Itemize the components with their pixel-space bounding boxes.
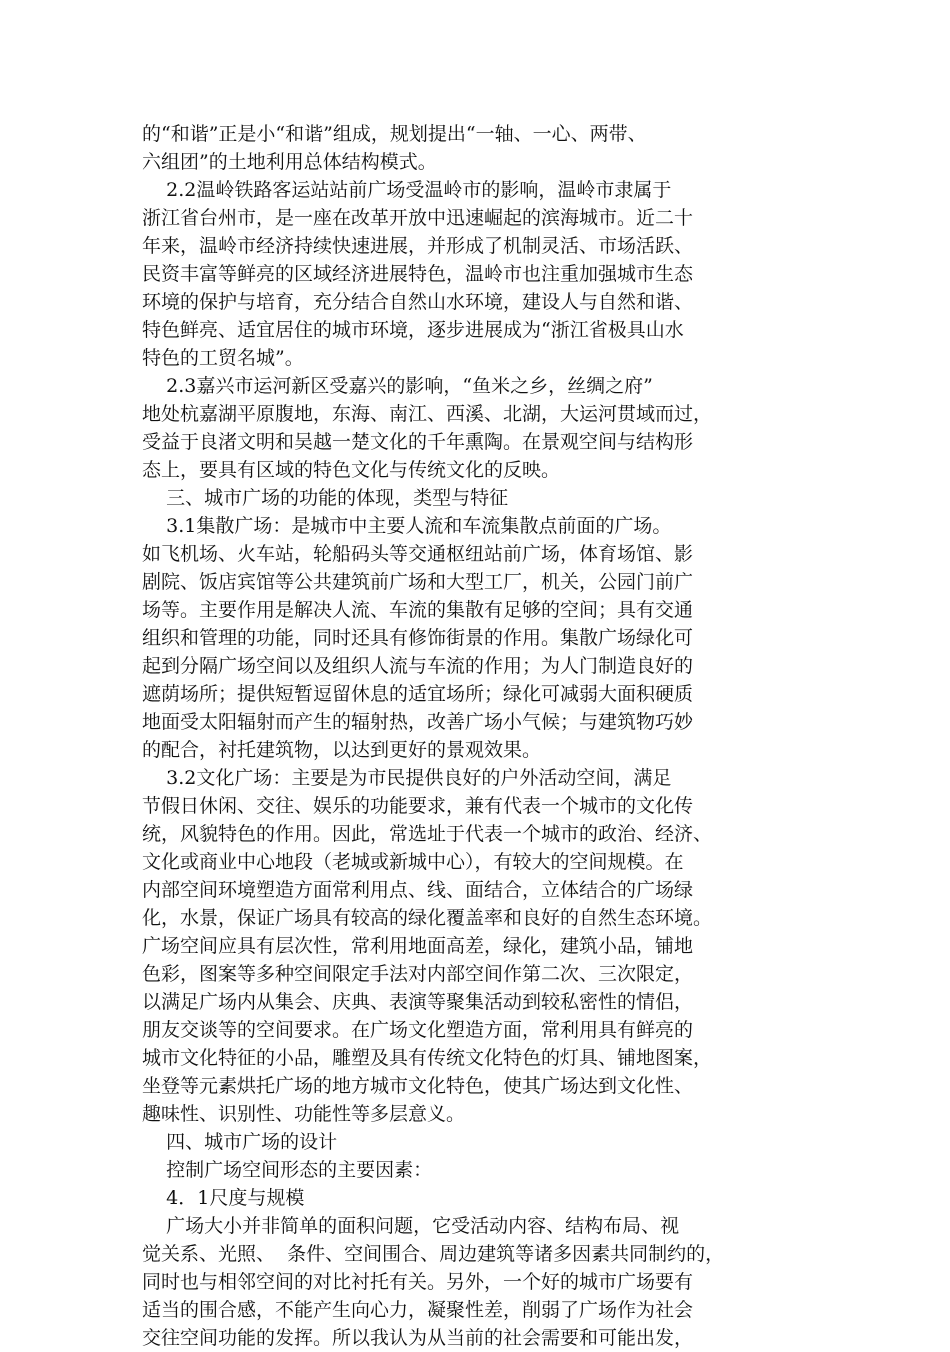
text-line: 同时也与相邻空间的对比衬托有关。另外，一个好的城市广场要有 bbox=[142, 1271, 694, 1293]
text-line: 剧院、饭店宾馆等公共建筑前广场和大型工厂，机关，公园门前广 bbox=[142, 571, 694, 593]
text-line: 广场大小并非简单的面积问题，它受活动内容、结构布局、视 bbox=[142, 1215, 680, 1237]
text-line: 2.2温岭铁路客运站站前广场受温岭市的影响，温岭市隶属于 bbox=[142, 179, 672, 201]
subsection-heading: 4．1尺度与规模 bbox=[142, 1187, 305, 1209]
section-heading: 三、城市广场的功能的体现，类型与特征 bbox=[142, 487, 509, 509]
section-heading: 四、城市广场的设计 bbox=[142, 1131, 338, 1153]
text-line: 朋友交谈等的空间要求。在广场文化塑造方面，常利用具有鲜亮的 bbox=[142, 1019, 694, 1041]
text-line: 控制广场空间形态的主要因素： bbox=[142, 1159, 433, 1181]
text-line: 色彩，图案等多种空间限定手法对内部空间作第二次、三次限定， bbox=[142, 963, 694, 985]
text-line: 特色鲜亮、适宜居住的城市环境，逐步进展成为“浙江省极具山水 bbox=[142, 319, 684, 341]
text-line: 场等。主要作用是解决人流、车流的集散有足够的空间；具有交通 bbox=[142, 599, 694, 621]
text-line: 地面受太阳辐射而产生的辐射热，改善广场小气候；与建筑物巧妙 bbox=[142, 711, 694, 733]
text-line: 城市文化特征的小品，雕塑及具有传统文化特色的灯具、铺地图案， bbox=[142, 1047, 713, 1069]
text-line: 3.2文化广场：主要是为市民提供良好的户外活动空间，满足 bbox=[142, 767, 672, 789]
text-line: 节假日休闲、交往、娱乐的功能要求，兼有代表一个城市的文化传 bbox=[142, 795, 694, 817]
text-line: 广场空间应具有层次性，常利用地面高差，绿化，建筑小品，铺地 bbox=[142, 935, 694, 957]
text-line: 3.1集散广场：是城市中主要人流和车流集散点前面的广场。 bbox=[142, 515, 672, 537]
text-line: 以满足广场内从集会、庆典、表演等聚集活动到较私密性的情侣， bbox=[142, 991, 694, 1013]
text-line: 环境的保护与培育，充分结合自然山水环境，建设人与自然和谐、 bbox=[142, 291, 694, 313]
text-line: 坐登等元素烘托广场的地方城市文化特色，使其广场达到文化性、 bbox=[142, 1075, 694, 1097]
text-line: 化，水景，保证广场具有较高的绿化覆盖率和良好的自然生态环境。 bbox=[142, 907, 713, 929]
text-line: 六组团”的土地利用总体结构模式。 bbox=[142, 151, 437, 173]
document-body bbox=[142, 120, 814, 1352]
text-line: 组织和管理的功能，同时还具有修饰街景的作用。集散广场绿化可 bbox=[142, 627, 694, 649]
text-line: 地处杭嘉湖平原腹地，东海、南江、西溪、北湖，大运河贯域而过， bbox=[142, 403, 713, 425]
text-line: 适当的围合感，不能产生向心力，凝聚性差，削弱了广场作为社会 bbox=[142, 1299, 694, 1321]
text-line: 民资丰富等鲜亮的区域经济进展特色，温岭市也注重加强城市生态 bbox=[142, 263, 694, 285]
text-line: 特色的工贸名城”。 bbox=[142, 347, 304, 369]
text-line: 文化或商业中心地段（老城或新城中心），有较大的空间规模。在 bbox=[142, 851, 684, 873]
text-line: 年来，温岭市经济持续快速进展，并形成了机制灵活、市场活跃、 bbox=[142, 235, 694, 257]
text-line: 觉关系、光照、 条件、空间围合、周边建筑等诸多因素共同制约的， bbox=[142, 1243, 725, 1265]
text-line: 的“和谐”正是小“和谐”组成，规划提出“一轴、一心、两带、 bbox=[142, 123, 647, 145]
text-line: 态上，要具有区域的特色文化与传统文化的反映。 bbox=[142, 459, 561, 481]
text-line: 起到分隔广场空间以及组织人流与车流的作用；为人门制造良好的 bbox=[142, 655, 694, 677]
text-line: 交往空间功能的发挥。所以我认为从当前的社会需要和可能出发， bbox=[142, 1327, 694, 1349]
text-line: 遮荫场所；提供短暂逗留休息的适宜场所；绿化可减弱大面积硬质 bbox=[142, 683, 694, 705]
text-line: 2.3嘉兴市运河新区受嘉兴的影响，“鱼米之乡，丝绸之府” bbox=[142, 375, 653, 397]
text-line: 受益于良渚文明和吴越一楚文化的千年熏陶。在景观空间与结构形 bbox=[142, 431, 694, 453]
text-line: 的配合，衬托建筑物，以达到更好的景观效果。 bbox=[142, 739, 542, 761]
text-line: 内部空间环境塑造方面常利用点、线、面结合，立体结合的广场绿 bbox=[142, 879, 694, 901]
text-line: 统，风貌特色的作用。因此，常选址于代表一个城市的政治、经济、 bbox=[142, 823, 713, 845]
text-line: 趣味性、识别性、功能性等多层意义。 bbox=[142, 1103, 466, 1125]
text-line: 如飞机场、火车站，轮船码头等交通枢纽站前广场，体育场馆、影 bbox=[142, 543, 694, 565]
text-line: 浙江省台州市，是一座在改革开放中迅速崛起的滨海城市。近二十 bbox=[142, 207, 694, 229]
